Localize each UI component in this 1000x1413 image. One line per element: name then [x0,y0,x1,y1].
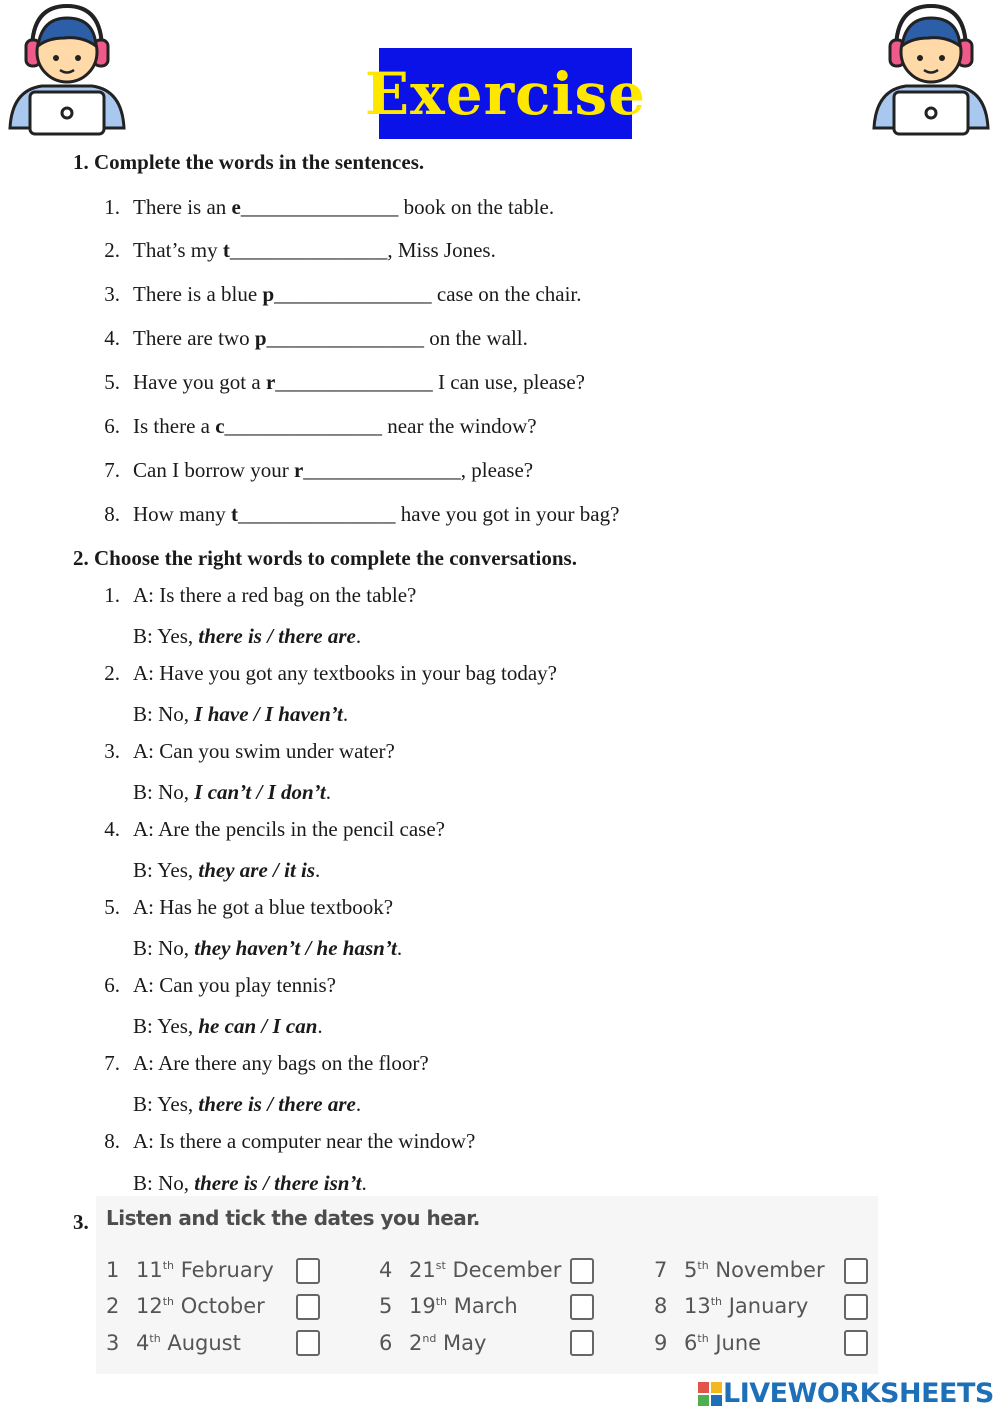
answer-line: B: No, there is / there isn’t. [133,1171,367,1195]
answer-blank[interactable]: _______________ [303,458,461,482]
tick-checkbox[interactable] [844,1258,868,1284]
answer-line: B: No, I can’t / I don’t. [133,780,331,804]
date-option: 1 11th February [106,1258,274,1282]
item-number: 2. [104,661,120,685]
section-2-heading: 2. Choose the right words to complete the conversations. [73,546,577,570]
sentence-item: There are two p_______________ on the wall. [133,326,528,350]
item-number: 1. [104,583,120,607]
question-line: A: Are there any bags on the floor? [133,1051,429,1075]
section-1-heading: 1. Complete the words in the sentences. [73,150,425,174]
question-line: A: Have you got any textbooks in your bag today? [133,661,557,685]
sentence-item: How many t_______________ have you got in your bag? [133,502,620,526]
answer-options[interactable]: I can’t / I don’t [194,780,326,804]
tick-checkbox[interactable] [296,1258,320,1284]
date-option: 4 21st December [379,1258,562,1282]
item-number: 7. [104,458,120,482]
sentence-item: There is an e_______________ book on the table. [133,195,555,219]
sentence-item: Have you got a r_______________ I can use, please? [133,370,585,394]
answer-line: B: Yes, there is / there are. [133,624,362,648]
section-3-heading: Listen and tick the dates you hear. [106,1206,480,1230]
sentence-item: Is there a c_______________ near the window? [133,414,537,438]
item-number: 8. [104,1129,120,1153]
item-number: 3. [104,739,120,763]
exercise-title-banner [364,48,647,139]
answer-options[interactable]: they are / it is [198,858,316,882]
tick-checkbox[interactable] [844,1330,868,1356]
date-option: 7 5th November [654,1258,825,1282]
answer-options[interactable]: there is / there isn’t [194,1171,362,1195]
answer-options[interactable]: I have / I haven’t [194,702,343,726]
tick-checkbox[interactable] [570,1330,594,1356]
answer-blank[interactable]: _______________ [275,370,433,394]
answer-line: B: No, they haven’t / he hasn’t. [133,936,403,960]
answer-line: B: Yes, they are / it is. [133,858,321,882]
date-option: 5 19th March [379,1294,518,1318]
tick-checkbox[interactable] [844,1294,868,1320]
question-line: A: Can you play tennis? [133,973,336,997]
sentence-item: There is a blue p_______________ case on the chair. [133,282,582,306]
answer-options[interactable]: he can / I can [198,1014,318,1038]
tick-checkbox[interactable] [570,1294,594,1320]
date-option: 3 4th August [106,1331,241,1355]
answer-options[interactable]: there is / there are [198,624,356,648]
item-number: 4. [104,817,120,841]
question-line: A: Has he got a blue textbook? [133,895,394,919]
sentence-item: Can I borrow your r_______________, please? [133,458,534,482]
item-number: 2. [104,238,120,262]
answer-blank[interactable]: _______________ [229,238,388,262]
item-number: 5. [104,895,120,919]
answer-blank[interactable]: _______________ [266,326,425,350]
answer-line: B: No, I have / I haven’t. [133,702,349,726]
answer-line: B: Yes, there is / there are. [133,1092,362,1116]
tick-checkbox[interactable] [570,1258,594,1284]
liveworksheets-logo [697,1378,994,1409]
date-option: 2 12th October [106,1294,265,1318]
item-number: 4. [104,326,120,350]
answer-line: B: Yes, he can / I can. [133,1014,323,1038]
student-laptop-icon [866,0,996,140]
listening-panel [96,1196,878,1374]
brand-name: LIVEWORKSHEETS [723,1378,994,1409]
item-number: 3. [104,282,120,306]
answer-blank[interactable]: _______________ [274,282,432,306]
question-line: A: Are the pencils in the pencil case? [133,817,445,841]
liveworksheets-icon [697,1381,723,1407]
item-number: 8. [104,502,120,526]
tick-checkbox[interactable] [296,1330,320,1356]
answer-blank[interactable]: _______________ [224,414,383,438]
item-number: 6. [104,414,120,438]
page-title: Exercise [364,59,647,128]
date-option: 6 2nd May [379,1331,487,1355]
answer-options[interactable]: they haven’t / he hasn’t [194,936,397,960]
question-line: A: Is there a computer near the window? [133,1129,476,1153]
date-option: 9 6th June [654,1331,762,1355]
item-number: 6. [104,973,120,997]
question-line: A: Is there a red bag on the table? [133,583,417,607]
answer-blank[interactable]: _______________ [240,195,399,219]
answer-blank[interactable]: _______________ [238,502,396,526]
answer-options[interactable]: there is / there are [198,1092,356,1116]
item-number: 1. [104,195,120,219]
tick-checkbox[interactable] [296,1294,320,1320]
date-option: 8 13th January [654,1294,809,1318]
student-laptop-icon [2,0,132,140]
section-3-number: 3. [73,1210,89,1234]
item-number: 5. [104,370,120,394]
item-number: 7. [104,1051,120,1075]
sentence-item: That’s my t_______________, Miss Jones. [133,238,496,262]
question-line: A: Can you swim under water? [133,739,395,763]
